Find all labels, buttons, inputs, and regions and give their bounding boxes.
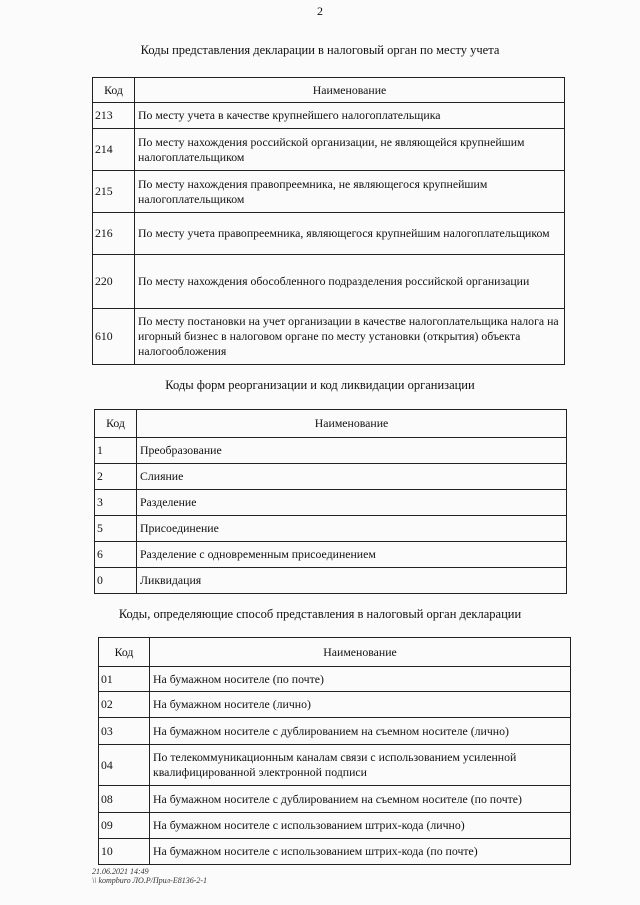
row-name: По месту учета в качестве крупнейшего налогоплательщика: [135, 103, 565, 129]
table-row: [93, 103, 565, 129]
table-row: [95, 568, 567, 594]
row-code: 2: [95, 464, 137, 490]
table-row: [99, 813, 571, 839]
header-name: Наименование: [150, 638, 571, 667]
table-row: [95, 542, 567, 568]
row-name: По телекоммуникационным каналам связи с использованием усиленной квалифицированной электронной подписи: [150, 745, 571, 786]
table-row: [99, 667, 571, 692]
table-row: [99, 839, 571, 865]
section-title-declaration-codes: Коды представления декларации в налоговый орган по месту учета: [140, 43, 500, 57]
row-name: По месту нахождения правопреемника, не являющегося крупнейшим налогоплательщиком: [135, 171, 565, 213]
table-header-row: [93, 78, 565, 103]
row-code: 0: [95, 568, 137, 594]
row-name: По месту нахождения обособленного подразделения российской организации: [135, 255, 565, 309]
row-name: По месту нахождения российской организации, не являющейся крупнейшим налогоплательщиком: [135, 129, 565, 171]
row-name: На бумажном носителе с дублированием на съемном носителе (по почте): [150, 786, 571, 813]
table-row: [95, 464, 567, 490]
header-name: Наименование: [137, 410, 567, 438]
row-code: 3: [95, 490, 137, 516]
row-code: 216: [93, 213, 135, 255]
row-name: Разделение с одновременным присоединением: [137, 542, 567, 568]
row-code: 01: [99, 667, 150, 692]
row-name: Присоединение: [137, 516, 567, 542]
table-header-row: [95, 410, 567, 438]
table-row: [99, 786, 571, 813]
row-name: Разделение: [137, 490, 567, 516]
row-name: По месту учета правопреемника, являющегося крупнейшим налогоплательщиком: [135, 213, 565, 255]
table-row: [99, 745, 571, 786]
table-row: [99, 692, 571, 718]
document-footer: [92, 867, 207, 885]
header-code: Код: [95, 410, 137, 438]
table-row: [95, 490, 567, 516]
row-code: 220: [93, 255, 135, 309]
footer-timestamp: 21.06.2021 14:49: [92, 867, 149, 876]
declaration-codes-table: [92, 77, 565, 365]
submission-method-codes-table: [98, 637, 571, 865]
page-number: 2: [317, 4, 323, 18]
row-name: Слияние: [137, 464, 567, 490]
table-row: [93, 129, 565, 171]
row-code: 02: [99, 692, 150, 718]
row-code: 1: [95, 438, 137, 464]
row-code: 214: [93, 129, 135, 171]
row-name: Ликвидация: [137, 568, 567, 594]
header-code: Код: [93, 78, 135, 103]
reorganization-codes-table: [94, 409, 567, 594]
table-row: [93, 171, 565, 213]
row-name: На бумажном носителе с использованием штрих-кода (по почте): [150, 839, 571, 865]
header-code: Код: [99, 638, 150, 667]
row-name: Преобразование: [137, 438, 567, 464]
row-code: 5: [95, 516, 137, 542]
row-code: 10: [99, 839, 150, 865]
row-code: 213: [93, 103, 135, 129]
table-row: [93, 255, 565, 309]
table-row: [95, 438, 567, 464]
row-code: 04: [99, 745, 150, 786]
table-row: [99, 718, 571, 745]
row-code: 6: [95, 542, 137, 568]
table-row: [93, 213, 565, 255]
header-name: Наименование: [135, 78, 565, 103]
row-code: 03: [99, 718, 150, 745]
row-code: 215: [93, 171, 135, 213]
table-row: [95, 516, 567, 542]
section-title-reorganization-codes: Коды форм реорганизации и код ликвидации организации: [165, 378, 475, 392]
row-code: 08: [99, 786, 150, 813]
row-name: На бумажном носителе (лично): [150, 692, 571, 718]
row-name: На бумажном носителе с дублированием на съемном носителе (лично): [150, 718, 571, 745]
table-header-row: [99, 638, 571, 667]
row-name: По месту постановки на учет организации в качестве налогоплательщика налога на игорный бизнес в налоговом органе по месту установки (открытия) объекта налогообложения: [135, 309, 565, 365]
row-name: На бумажном носителе (по почте): [150, 667, 571, 692]
section-title-submission-method-codes: Коды, определяющие способ представления в налоговый орган декларации: [118, 607, 522, 621]
row-name: На бумажном носителе с использованием штрих-кода (лично): [150, 813, 571, 839]
footer-file-path: \\ kompburo ЛО.Р/Прил-Е8136-2-1: [92, 876, 208, 885]
table-row: [93, 309, 565, 365]
row-code: 610: [93, 309, 135, 365]
row-code: 09: [99, 813, 150, 839]
